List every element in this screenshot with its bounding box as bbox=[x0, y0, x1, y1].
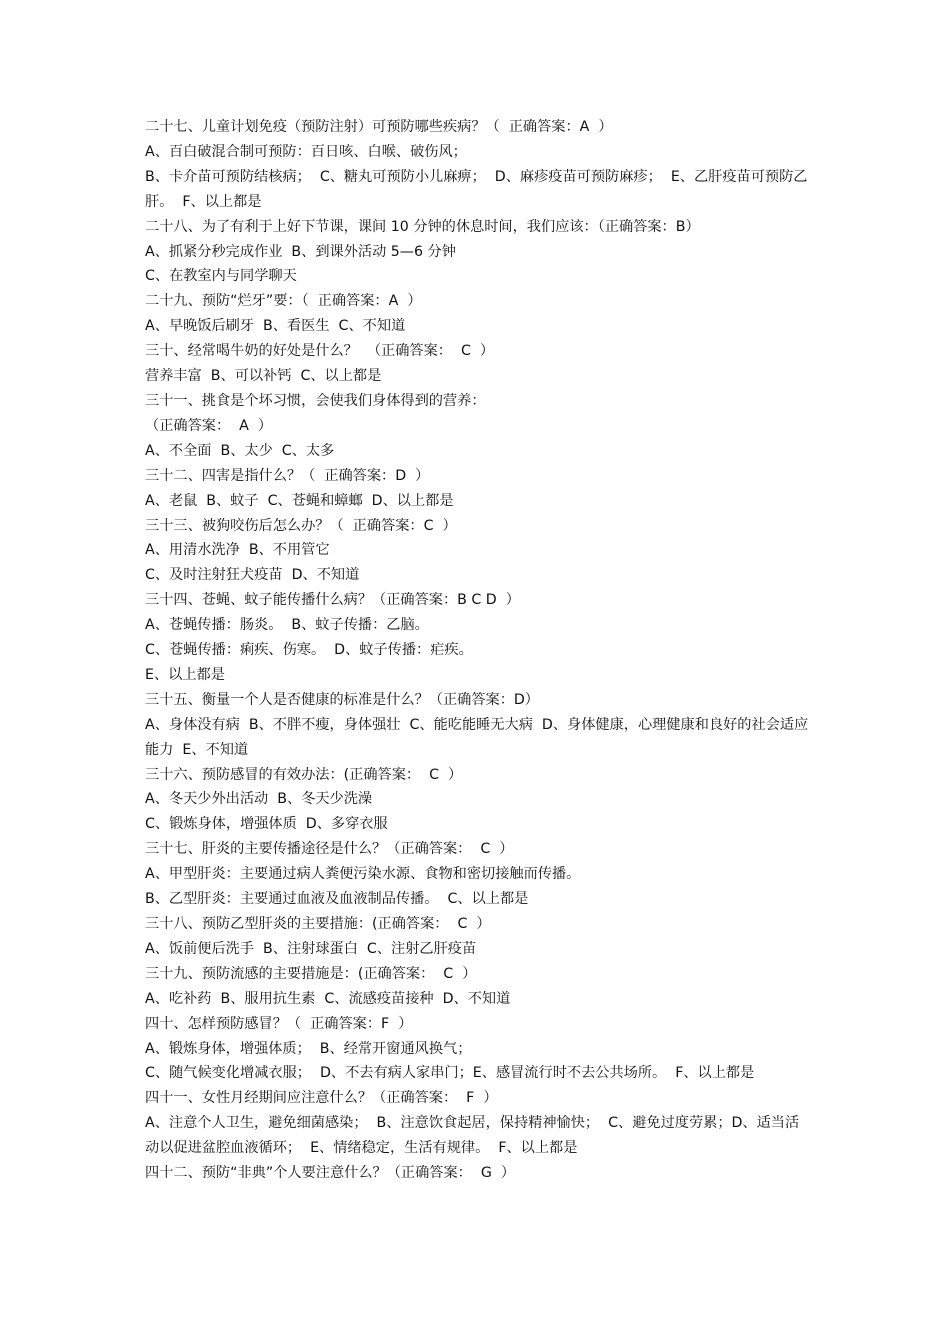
question-40: 四十、怎样预防感冒？（ 正确答案：F ） bbox=[145, 1015, 413, 1032]
option-line: 营养丰富 B、可以补钙 C、以上都是 bbox=[145, 368, 382, 385]
option-line: C、随气候变化增减衣服； D、不去有病人家串门；E、感冒流行时不去公共场所。 F、以上都是 bbox=[145, 1065, 755, 1082]
question-32: 三十二、四害是指什么？（ 正确答案：D ） bbox=[145, 467, 430, 484]
option-line: A、甲型肝炎：主要通过病人粪便污染水源、食物和密切接触而传播。 bbox=[145, 866, 581, 883]
option-line: A、吃补药 B、服用抗生素 C、流感疫苗接种 D、不知道 bbox=[145, 990, 511, 1007]
question-38: 三十八、预防乙型肝炎的主要措施：(正确答案： C ） bbox=[145, 916, 491, 932]
question-41: 四十一、女性月经期间应注意什么？（正确答案： F ） bbox=[145, 1090, 498, 1107]
option-line: A、身体没有病 B、不胖不瘦，身体强壮 C、能吃能睡无大病 D、身体健康，心理健康和良好的社会适应能力 E、不知道 bbox=[145, 716, 809, 758]
question-33: 三十三、被狗咬伤后怎么办？（ 正确答案：C ） bbox=[145, 517, 457, 534]
option-line: A、不全面 B、太少 C、太多 bbox=[145, 442, 335, 459]
option-line: A、百白破混合制可预防：百日咳、白喉、破伤风； bbox=[145, 143, 467, 160]
question-29: 二十九、预防“烂牙”要：（ 正确答案：A ） bbox=[145, 293, 422, 310]
option-line: A、早晚饭后刷牙 B、看医生 C、不知道 bbox=[145, 318, 406, 335]
option-line: A、抓紧分秒完成作业 B、到课外活动 5—6 分钟 bbox=[145, 243, 456, 260]
option-line: B、卡介苗可预防结核病； C、糖丸可预防小儿麻痹； D、麻疹疫苗可预防麻疹； E、乙肝疫苗可预防乙肝。 F、以上都是 bbox=[145, 168, 808, 210]
option-line: C、锻炼身体，增强体质 D、多穿衣服 bbox=[145, 816, 388, 833]
question-28: 二十八、为了有利于上好下节课，课间 10 分钟的休息时间，我们应该：（正确答案：B） bbox=[145, 218, 700, 235]
option-line: A、老鼠 B、蚊子 C、苍蝇和蟑螂 D、以上都是 bbox=[145, 492, 454, 509]
question-42: 四十二、预防“非典”个人要注意什么？（正确答案： G ） bbox=[145, 1165, 516, 1182]
option-line: C、苍蝇传播：痢疾、伤寒。 D、蚊子传播：疟疾。 bbox=[145, 642, 473, 659]
question-39: 三十九、预防流感的主要措施是：(正确答案： C ） bbox=[145, 965, 477, 982]
option-line: C、在教室内与同学聊天 bbox=[145, 268, 297, 285]
option-line: A、用清水洗净 B、不用管它 bbox=[145, 542, 330, 559]
option-line: E、以上都是 bbox=[145, 666, 225, 683]
option-line: B、乙型肝炎：主要通过血液及血液制品传播。 C、以上都是 bbox=[145, 891, 529, 908]
option-line: A、冬天少外出活动 B、冬天少洗澡 bbox=[145, 791, 373, 808]
question-35: 三十五、衡量一个人是否健康的标准是什么？（正确答案：D） bbox=[145, 691, 539, 708]
question-37: 三十七、肝炎的主要传播途径是什么？（正确答案： C ） bbox=[145, 841, 514, 858]
option-line: A、注意个人卫生，避免细菌感染； B、注意饮食起居，保持精神愉快； C、避免过度劳累；D、适当活动以促进盆腔血液循环； E、情绪稳定，生活有规律。 F、以上都是 bbox=[145, 1115, 800, 1157]
question-31: 三十一、挑食是个坏习惯，会使我们身体得到的营养： bbox=[145, 392, 486, 409]
question-34: 三十四、苍蝇、蚊子能传播什么病？（正确答案：B C D ） bbox=[145, 592, 520, 609]
question-30: 三十、经常喝牛奶的好处是什么？ （正确答案： C ） bbox=[145, 343, 495, 360]
question-27: 二十七、儿童计划免疫（预防注射）可预防哪些疾病？（ 正确答案：A ） bbox=[145, 119, 613, 135]
question-36: 三十六、预防感冒的有效办法：(正确答案： C ） bbox=[145, 766, 463, 783]
option-line: C、及时注射狂犬疫苗 D、不知道 bbox=[145, 567, 360, 584]
option-line: A、锻炼身体，增强体质； B、经常开窗通风换气； bbox=[145, 1040, 472, 1057]
answer-line: （正确答案： A ） bbox=[145, 417, 273, 434]
document-page bbox=[145, 115, 813, 1186]
option-line: A、饭前便后洗手 B、注射球蛋白 C、注射乙肝疫苗 bbox=[145, 940, 477, 957]
option-line: A、苍蝇传播：肠炎。 B、蚊子传播：乙脑。 bbox=[145, 617, 429, 634]
